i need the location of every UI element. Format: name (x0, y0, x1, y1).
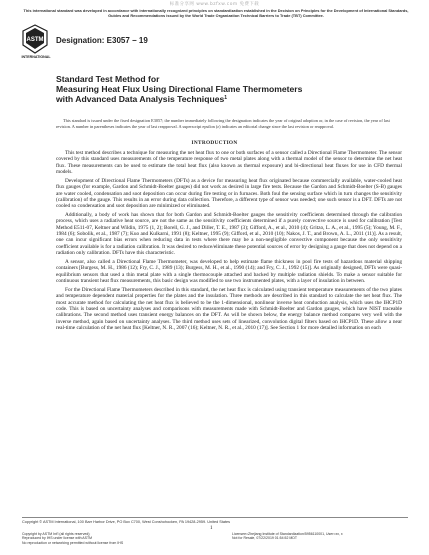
standard-issue-notice: This standard is issued under the fixed designation E3057; the number immediately following the designation indicates the year of original adoption or, in the case of revision, the year of last revision. A number in parentheses indicates the year of last reapproval. A superscript epsilon (ε) indicates an editorial change since the last revision or reapproval. (56, 118, 390, 129)
title-line-3: with Advanced Data Analysis Techniques$^1$ (56, 94, 228, 104)
license-right: Licensee=Zhejiang Institute of Standardization/5956110001, User=xx, x Not for Resale, 07/22/2019 01:54:52 MDT (232, 532, 343, 541)
astm-international-label: INTERNATIONAL (21, 55, 51, 59)
paragraph-4: A sensor, also called a Directional Flame Thermometer, was developed to help estimate flame thickness in pool fire tests of hazardous material shipping containers [Burgess, M. H., 1986 (12); Fry, C. J., 1989 (13); Burgess, M. H., et al., 1990 (14); and Fry, C. J., 1992 (15)]. As originally designed, DFTs were quasi-equilibrium sensors that used a thin metal plate with a single thermocouple attached and backed by multiple radiation shields. To make a sensor suitable for continuous transient heat flux measurements, this basic design was modified to use two instrumented plates, with a layer of insulation in between. (56, 259, 402, 285)
license-left: Copyright by ASTM Int'l (all rights reserved); Reproduced by IHS under license with ASTM No reproduction or networking permitted without license from IHS (22, 532, 124, 545)
page-number: 1 (210, 526, 213, 531)
copyright-line: Copyright © ASTM International, 100 Barr Harbor Drive, PO Box C700, West Conshohocken, PA 19428-2959. United States (22, 520, 231, 524)
paragraph-2: Development of Directional Flame Thermometers (DFTs) as a device for measuring heat flux originated because commercially available, water-cooled heat flux gauges (for example, Gardon and Schmidt-Boelter gauges) did not work as desired in large fire tests. Because the Gardon and Schmidt-Boelter (S-B) gauges are water cooled, condensation and soot deposition can occur during fire testing or in furnaces. Both foul the sensing surface which in turn changes the sensitivity (calibration) of the gauge. This results in an error during data collection. Therefore, a different type of sensor was needed; one such sensor is a DFT. DFTs are not cooled so condensation and soot deposition are minimized or eliminated. (56, 177, 402, 210)
paragraph-1: This test method describes a technique for measuring the net heat flux to one or both surfaces of a sensor called a Directional Flame Thermometer. The sensor covered by this standard uses measurements of the temperature response of two metal plates along with a thermal model of the sensor to determine the net heat flux. These measurements can be used to estimate the total heat flux (also known as thermal exposure) and bi-directional heat fluxes for use in CFD thermal models. (56, 150, 402, 176)
designation: Designation: E3057 − 19 (56, 36, 148, 45)
footer-divider (22, 517, 408, 518)
watermark: 标准分享网 www.bzfxw.com 免费下载 (169, 2, 260, 7)
title-line-1: Standard Test Method for (56, 74, 160, 84)
introduction-heading: INTRODUCTION (191, 140, 238, 146)
paragraph-5: For the Directional Flame Thermometers described in this standard, the net heat flux is calculated using transient temperature measurements of the two plates and temperature dependent material properties for the plates and the insulation. Three methods are described in this standard to calculate the net heat flux. The most accurate method for calculating the net heat flux is believed to be the 1-dimensional, nonlinear inverse heat conduction analysis, which uses the IHCP1D code. This is based on uncertainty analyses and comparisons with measurements made with Schmidt-Boelter and Gardon gauges, which have NIST traceable calibrations. The second method uses transient energy balances on the DFT. As will be shown below, the energy balance method compares very well with the inverse method, again based on uncertainty analyses. The third method uses sets of linearized, convolution digital filters based on IHCP1D. These allow a near real-time calculation of the net heat flux [Keltner, N. R., 2007 (16); Keltner, N. R., et al., 2010 (17)]. See Section 1 for more detailed information on each (56, 286, 402, 331)
introduction-body (56, 150, 402, 334)
astm-logo-icon (22, 24, 48, 54)
paragraph-3: Additionally, a body of work has shown that for both Gardon and Schmidt-Boelter gauges the sensitivity coefficients determined through the calibration process, which uses a radiative heat source, are not the same as the sensitivity coefficients determined if a purely convective source is used for calibration [Test Method E511-07, Keltner and Wildin, 1975 (1, 2); Borell, G. J., and Diller, T. E., 1987 (3); Gifford, A., et al., 2010 (4); Gritzo, L. A., et al., 1995 (5); Young, M. F., 1984 (6); Sobolik, et al., 1987 (7); Kuo and Kulkarni, 1991 (8); Keltner, 1995 (9); Gifford, et al., 2010 (10); Nakos, J. T., and Brown, A. L., 2011 (11)]. As a result, one can incur significant bias errors when reducing data in tests where there may be a non-negligible convective component because the only sensitivity coefficient available is for a radiation calibration. It was desired to reduce/eliminate these potential sources of error by designing a gauge that does not depend on a radiation only calibration. DFTs have this characteristic. (56, 212, 402, 257)
international-standard-notice: This international standard was developed in accordance with internationally recognized principles on standardization established in the Decision on Principles for the Development of International Standards, Guides and Recommendations issued by the World Trade Organization Technical Barriers to Trade (TBT) Committee. (23, 8, 409, 18)
document-title (56, 74, 386, 104)
title-footnote-marker: 1 (224, 95, 228, 101)
astm-logo-text: ASTM (26, 37, 44, 43)
title-line-2: Measuring Heat Flux Using Directional Flame Thermometers (56, 84, 303, 94)
